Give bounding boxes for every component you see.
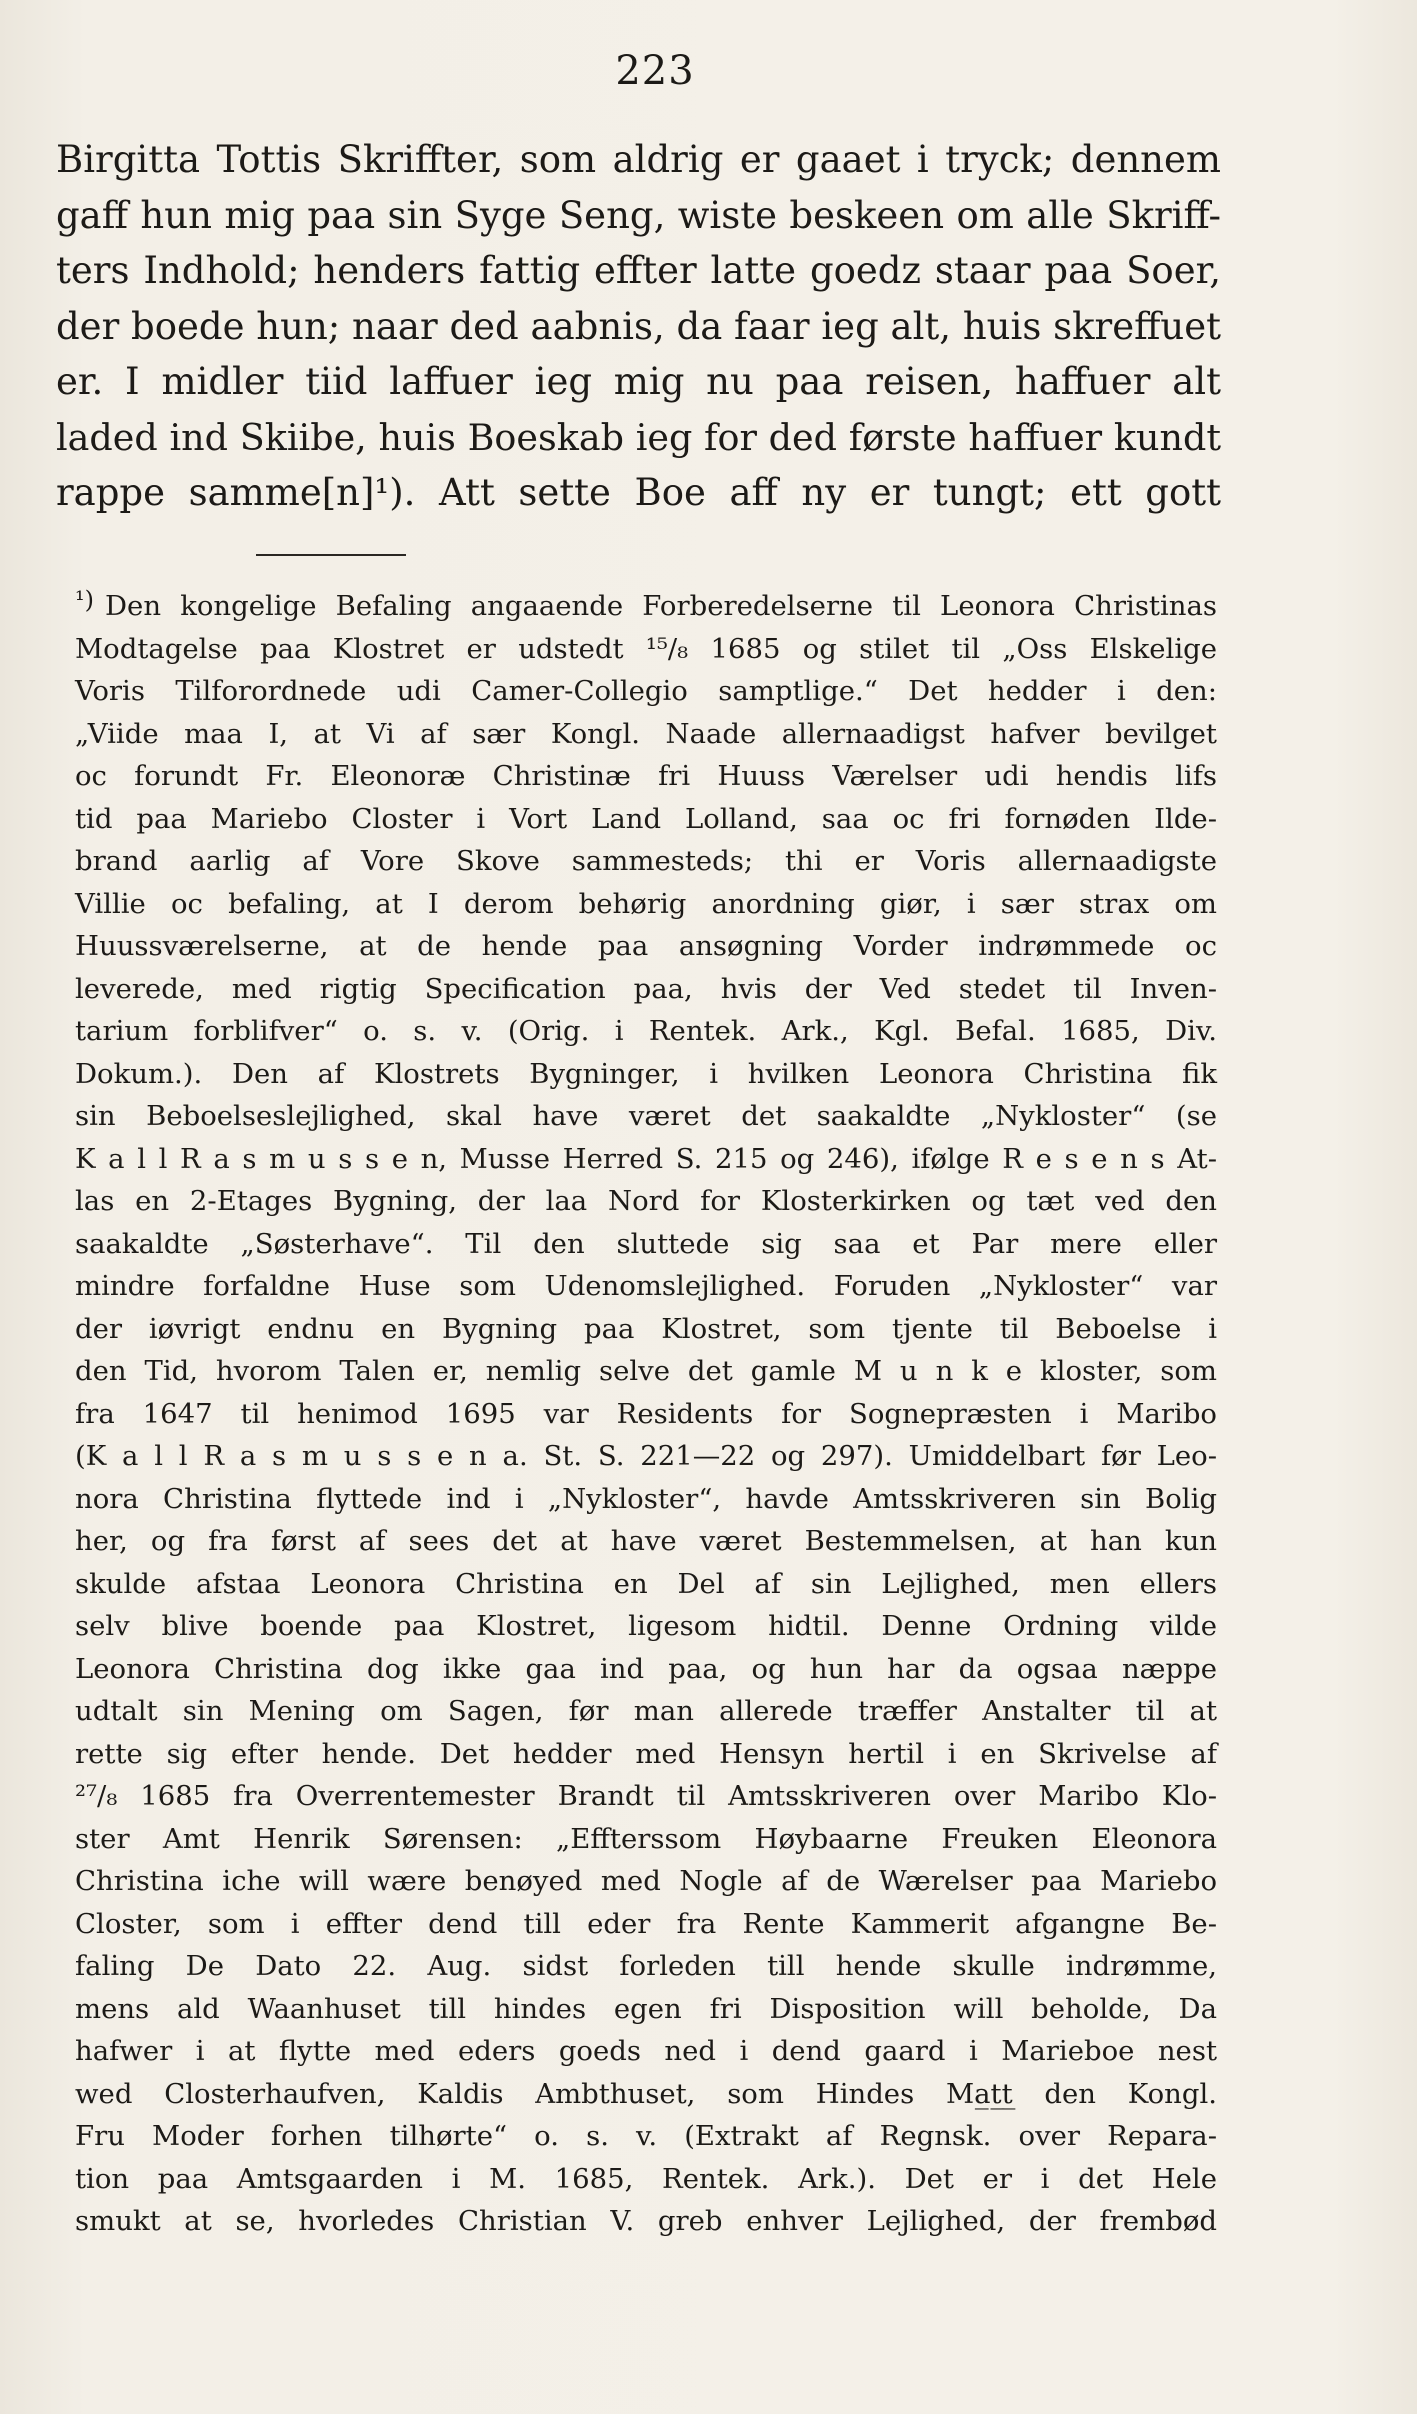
- main-text-line: Birgitta Tottis Skriffter, som aldrig er gaaet i tryck; dennem: [56, 138, 1221, 181]
- main-text-line: rappe samme[n]¹). Att sette Boe aff ny er tungt; ett gott: [56, 471, 1221, 514]
- footnote-line: brand aarlig af Vore Skove sammesteds; thi er Voris allernaadigste: [75, 845, 1217, 877]
- footnote-line: skulde afstaa Leonora Christina en Del af sin Lejlighed, men ellers: [75, 1567, 1217, 1600]
- footnote-line: Christina iche will wære benøyed med Nogle af de Wærelser paa Mariebo: [75, 1865, 1217, 1897]
- main-text-block: [56, 132, 1221, 521]
- page-number: 223: [615, 48, 695, 94]
- footnote-line: ²⁷/₈ 1685 fra Overrentemester Brandt til Amtsskriveren over Maribo Klo-: [75, 1780, 1217, 1812]
- footnote-marker: ¹): [75, 586, 94, 614]
- footnote-line-text: Den kongelige Befaling angaaende Forberedelserne til Leonora Christinas: [105, 590, 1217, 622]
- footnote-line: oc forundt Fr. Eleonoræ Christinæ fri Huuss Værelser udi hendis lifs: [75, 760, 1217, 792]
- footnote-line: nora Christina flyttede ind i „Nykloster“, havde Amtsskriveren sin Bolig: [75, 1482, 1217, 1515]
- footnote-line: wed Closterhaufven, Kaldis Ambthuset, som Hindes Ma̲t̲t̲ den Kongl.: [75, 2077, 1217, 2110]
- footnote-line: der iøvrigt endnu en Bygning paa Klostret, som tjente til Beboelse i: [75, 1312, 1217, 1345]
- footnote-separator: [256, 554, 406, 556]
- main-text-line: er. I midler tiid laffuer ieg mig nu paa reisen, haffuer alt: [56, 360, 1221, 403]
- footnote-line: Closter, som i effter dend till eder fra Rente Kammerit afgangne Be-: [75, 1907, 1217, 1940]
- footnote-line: tion paa Amtsgaarden i M. 1685, Rentek. Ark.). Det er i det Hele: [75, 2162, 1217, 2195]
- footnote-line: den Tid, hvorom Talen er, nemlig selve det gamle M u n k e kloster, som: [75, 1355, 1217, 1387]
- footnote-line: leverede, med rigtig Specification paa, hvis der Ved stedet til Inven-: [75, 972, 1217, 1005]
- footnote-line: Dokum.). Den af Klostrets Bygninger, i hvilken Leonora Christina fik: [75, 1057, 1217, 1090]
- footnote-line: mens ald Waanhuset till hindes egen fri Disposition will beholde, Da: [75, 1992, 1217, 2025]
- footnote-line: (K a l l R a s m u s s e n a. St. S. 221—22 og 297). Umiddelbart før Leo-: [75, 1440, 1217, 1472]
- footnote-line: „Viide maa I, at Vi af sær Kongl. Naade allernaadigst hafver bevilget: [75, 717, 1217, 750]
- footnote-line: ster Amt Henrik Sørensen: „Effterssom Høybaarne Freuken Eleonora: [75, 1822, 1217, 1855]
- footnote-line: udtalt sin Mening om Sagen, før man allerede træffer Anstalter til at: [75, 1695, 1217, 1727]
- main-text-line: laded ind Skiibe, huis Boeskab ieg for ded første haffuer kundt: [56, 415, 1221, 459]
- footnote-line: faling De Dato 22. Aug. sidst forleden till hende skulle indrømme,: [75, 1950, 1217, 1982]
- main-text-line: ters Indhold; henders fattig effter latte goedz staar paa Soer,: [56, 249, 1221, 292]
- footnote-line: sin Beboelseslejlighed, skal have været det saakaldte „Nykloster“ (se: [75, 1100, 1217, 1132]
- footnote-line: tid paa Mariebo Closter i Vort Land Lolland, saa oc fri fornøden Ilde-: [75, 802, 1217, 835]
- main-text-line: gaff hun mig paa sin Syge Seng, wiste beskeen om alle Skriff-: [56, 193, 1221, 237]
- footnote-line: selv blive boende paa Klostret, ligesom hidtil. Denne Ordning vilde: [75, 1610, 1217, 1642]
- footnote-line: Huussværelserne, at de hende paa ansøgning Vorder indrømmede oc: [75, 930, 1217, 962]
- footnote-line: Villie oc befaling, at I derom behørig anordning giør, i sær strax om: [75, 887, 1217, 920]
- footnote-line: Voris Tilforordnede udi Camer-Collegio samptlige.“ Det hedder i den:: [75, 675, 1217, 707]
- footnote-line: las en 2-Etages Bygning, der laa Nord for Klosterkirken og tæt ved den: [75, 1185, 1217, 1217]
- footnote-line: her, og fra først af sees det at have været Bestemmelsen, at han kun: [75, 1525, 1217, 1557]
- footnote-line: hafwer i at flytte med eders goeds ned i dend gaard i Marieboe nest: [75, 2035, 1217, 2067]
- footnote-line: mindre forfaldne Huse som Udenomslejlighed. Foruden „Nykloster“ var: [75, 1270, 1217, 1302]
- footnote-line: Leonora Christina dog ikke gaa ind paa, og hun har da ogsaa næppe: [75, 1652, 1217, 1685]
- main-text-line: der boede hun; naar ded aabnis, da faar ieg alt, huis skreffuet: [56, 304, 1221, 348]
- footnote: [75, 585, 1217, 2243]
- footnote-first-line: [75, 585, 1217, 628]
- footnote-line: Modtagelse paa Klostret er udstedt ¹⁵/₈ 1685 og stilet til „Oss Elskelige: [75, 632, 1217, 665]
- footnote-line: rette sig efter hende. Det hedder med Hensyn hertil i en Skrivelse af: [75, 1737, 1217, 1770]
- footnote-line: Fru Moder forhen tilhørte“ o. s. v. (Extrakt af Regnsk. over Repara-: [75, 2120, 1217, 2152]
- footnote-line: K a l l R a s m u s s e n, Musse Herred S. 215 og 246), ifølge R e s e n s At-: [75, 1142, 1217, 1175]
- footnote-line: smukt at se, hvorledes Christian V. greb enhver Lejlighed, der frembød: [75, 2205, 1217, 2237]
- footnote-line: saakaldte „Søsterhave“. Til den sluttede sig saa et Par mere eller: [75, 1227, 1217, 1260]
- footnote-line: tarium forblifver“ o. s. v. (Orig. i Rentek. Ark., Kgl. Befal. 1685, Div.: [75, 1015, 1217, 1047]
- footnote-line: fra 1647 til henimod 1695 var Residents for Sognepræsten i Maribo: [75, 1397, 1217, 1430]
